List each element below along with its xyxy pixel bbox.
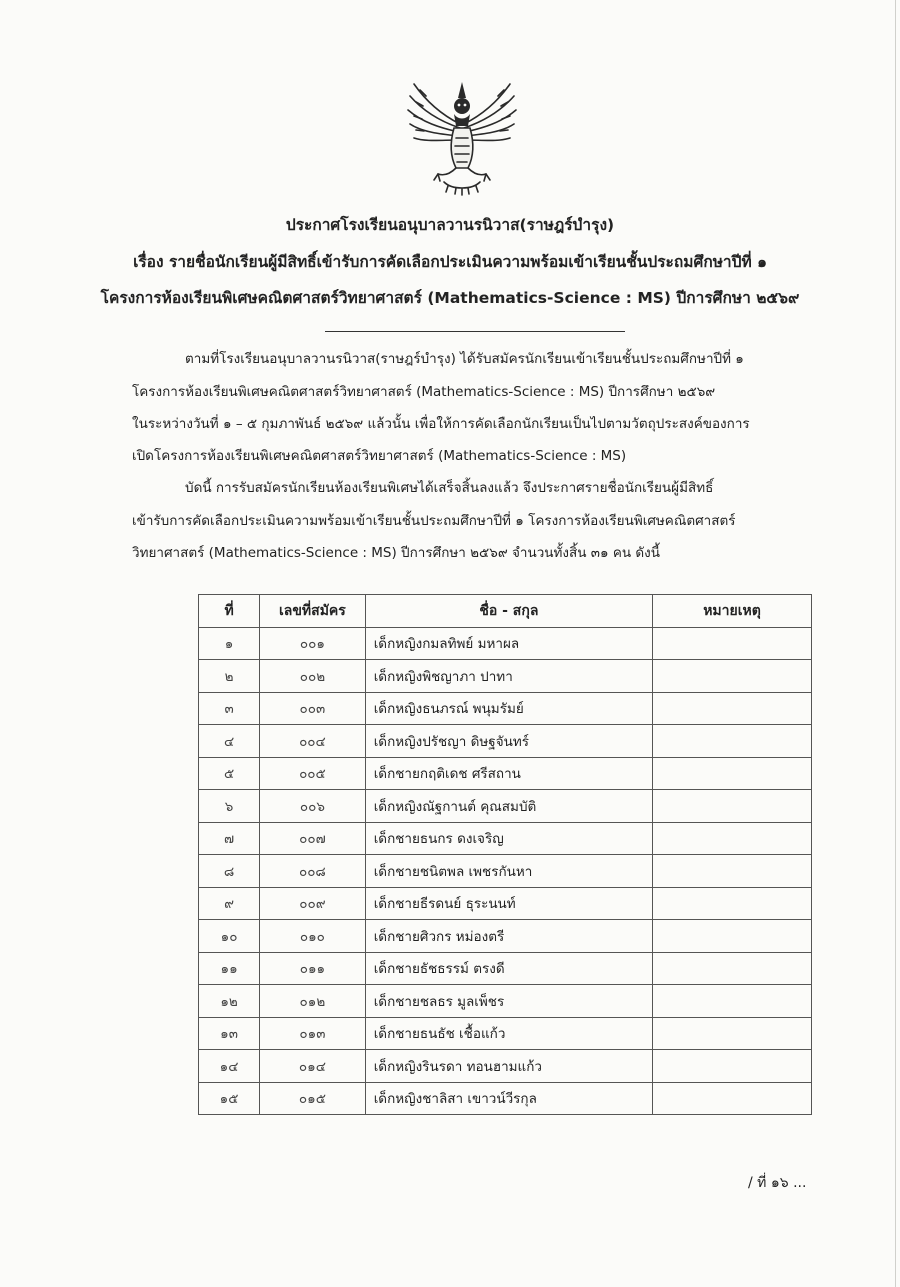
row-number: ๓ <box>199 692 260 725</box>
table-row <box>199 1050 812 1083</box>
table-row <box>199 725 812 758</box>
row-number: ๕ <box>199 757 260 790</box>
header-application-id: เลขที่สมัคร <box>260 595 366 628</box>
row-application-id: ๐๑๔ <box>260 1050 366 1083</box>
row-full-name: เด็กชายธนกร ดงเจริญ <box>365 822 652 855</box>
header-number: ที่ <box>199 595 260 628</box>
row-full-name: เด็กชายธัชธรรม์ ตรงดี <box>365 952 652 985</box>
row-full-name: เด็กหญิงกมลทิพย์ มหาผล <box>365 627 652 660</box>
header-full-name: ชื่อ - สกุล <box>365 595 652 628</box>
row-full-name: เด็กชายธนธัช เชื้อแก้ว <box>365 1017 652 1050</box>
row-number: ๒ <box>199 660 260 693</box>
row-number: ๔ <box>199 725 260 758</box>
row-number: ๑ <box>199 627 260 660</box>
table-row <box>199 1082 812 1115</box>
paragraph-1-line-1: ตามที่โรงเรียนอนุบาลวานรนิวาส(ราษฎร์บำรุง) ได้รับสมัครนักเรียนเข้าเรียนชั้นประถมศึกษาปีที่ ๑ <box>185 351 744 367</box>
row-application-id: ๐๑๑ <box>260 952 366 985</box>
row-number: ๑๒ <box>199 985 260 1018</box>
row-application-id: ๐๑๒ <box>260 985 366 1018</box>
paragraph-1-line-4: เปิดโครงการห้องเรียนพิเศษคณิตศาสตร์วิทยาศาสตร์ (Mathematics-Science : MS) <box>132 448 627 464</box>
applicant-table <box>198 594 812 1115</box>
row-remarks <box>653 855 812 888</box>
row-number: ๑๔ <box>199 1050 260 1083</box>
title-divider <box>325 331 625 332</box>
row-application-id: ๐๑๕ <box>260 1082 366 1115</box>
announcement-title: ประกาศโรงเรียนอนุบาลวานรนิวาส(ราษฎร์บำรุง) <box>285 216 615 234</box>
row-remarks <box>653 757 812 790</box>
header-remarks: หมายเหตุ <box>653 595 812 628</box>
row-application-id: ๐๐๓ <box>260 692 366 725</box>
row-application-id: ๐๐๖ <box>260 790 366 823</box>
row-remarks <box>653 725 812 758</box>
row-remarks <box>653 822 812 855</box>
row-full-name: เด็กหญิงพิชญาภา ปาทา <box>365 660 652 693</box>
row-application-id: ๐๑๐ <box>260 920 366 953</box>
row-full-name: เด็กหญิงชาลิสา เขาวน์วีรกุล <box>365 1082 652 1115</box>
row-full-name: เด็กชายชนิตพล เพชรกันหา <box>365 855 652 888</box>
table-row <box>199 660 812 693</box>
row-full-name: เด็กหญิงปรัชญา ดิษฐจันทร์ <box>365 725 652 758</box>
row-full-name: เด็กหญิงณัฐกานต์ คุณสมบัติ <box>365 790 652 823</box>
row-remarks <box>653 790 812 823</box>
row-number: ๙ <box>199 887 260 920</box>
row-number: ๑๕ <box>199 1082 260 1115</box>
garuda-emblem-icon <box>404 76 520 196</box>
row-number: ๑๐ <box>199 920 260 953</box>
row-application-id: ๐๐๘ <box>260 855 366 888</box>
row-application-id: ๐๐๗ <box>260 822 366 855</box>
table-row <box>199 887 812 920</box>
paragraph-2-line-2: เข้ารับการคัดเลือกประเมินความพร้อมเข้าเรียนชั้นประถมศึกษาปีที่ ๑ โครงการห้องเรียนพิเศษคณิตศาสตร์ <box>132 513 736 529</box>
row-remarks <box>653 660 812 693</box>
table-row <box>199 952 812 985</box>
table-row <box>199 1017 812 1050</box>
row-remarks <box>653 920 812 953</box>
row-remarks <box>653 692 812 725</box>
row-remarks <box>653 1082 812 1115</box>
table-header-row <box>199 595 812 628</box>
row-number: ๘ <box>199 855 260 888</box>
row-number: ๑๑ <box>199 952 260 985</box>
row-number: ๑๓ <box>199 1017 260 1050</box>
row-remarks <box>653 887 812 920</box>
table-row <box>199 692 812 725</box>
row-application-id: ๐๐๒ <box>260 660 366 693</box>
table-row <box>199 790 812 823</box>
paragraph-1-line-3: ในระหว่างวันที่ ๑ – ๕ กุมภาพันธ์ ๒๕๖๙ แล้วนั้น เพื่อให้การคัดเลือกนักเรียนเป็นไปตามวัตถุประสงค์ของการ <box>132 416 750 432</box>
row-application-id: ๐๐๔ <box>260 725 366 758</box>
row-number: ๖ <box>199 790 260 823</box>
page-continuation: / ที่ ๑๖ ... <box>748 1175 807 1191</box>
table-row <box>199 757 812 790</box>
row-remarks <box>653 952 812 985</box>
row-application-id: ๐๐๑ <box>260 627 366 660</box>
row-number: ๗ <box>199 822 260 855</box>
row-full-name: เด็กหญิงธนภรณ์ พนุมรัมย์ <box>365 692 652 725</box>
row-application-id: ๐๐๙ <box>260 887 366 920</box>
row-remarks <box>653 627 812 660</box>
page-edge <box>895 0 896 1287</box>
paragraph-2-line-1: บัดนี้ การรับสมัครนักเรียนห้องเรียนพิเศษได้เสร็จสิ้นลงแล้ว จึงประกาศรายชื่อนักเรียนผู้มีสิทธิ์ <box>185 480 714 496</box>
row-full-name: เด็กชายชลธร มูลเพ็ชร <box>365 985 652 1018</box>
table-row <box>199 822 812 855</box>
announcement-subject: เรื่อง รายชื่อนักเรียนผู้มีสิทธิ์เข้ารับการคัดเลือกประเมินความพร้อมเข้าเรียนชั้นประถมศึกษาปีที่ ๑ <box>133 253 767 271</box>
table-row <box>199 855 812 888</box>
row-remarks <box>653 985 812 1018</box>
row-application-id: ๐๑๓ <box>260 1017 366 1050</box>
announcement-project: โครงการห้องเรียนพิเศษคณิตศาสตร์วิทยาศาสตร์ (Mathematics-Science : MS) ปีการศึกษา ๒๕๖๙ <box>100 289 800 307</box>
paragraph-2-line-3: วิทยาศาสตร์ (Mathematics-Science : MS) ปีการศึกษา ๒๕๖๙ จำนวนทั้งสิ้น ๓๑ คน ดังนี้ <box>132 545 661 561</box>
table-row <box>199 920 812 953</box>
row-full-name: เด็กหญิงรินรดา ทอนฮามแก้ว <box>365 1050 652 1083</box>
paragraph-1-line-2: โครงการห้องเรียนพิเศษคณิตศาสตร์วิทยาศาสตร์ (Mathematics-Science : MS) ปีการศึกษา ๒๕๖๙ <box>132 384 716 400</box>
table-row <box>199 985 812 1018</box>
row-remarks <box>653 1050 812 1083</box>
table-row <box>199 627 812 660</box>
row-full-name: เด็กชายศิวกร หม่องตรี <box>365 920 652 953</box>
row-full-name: เด็กชายกฤติเดช ศรีสถาน <box>365 757 652 790</box>
row-remarks <box>653 1017 812 1050</box>
row-application-id: ๐๐๕ <box>260 757 366 790</box>
row-full-name: เด็กชายธีรดนย์ ธุระนนท์ <box>365 887 652 920</box>
